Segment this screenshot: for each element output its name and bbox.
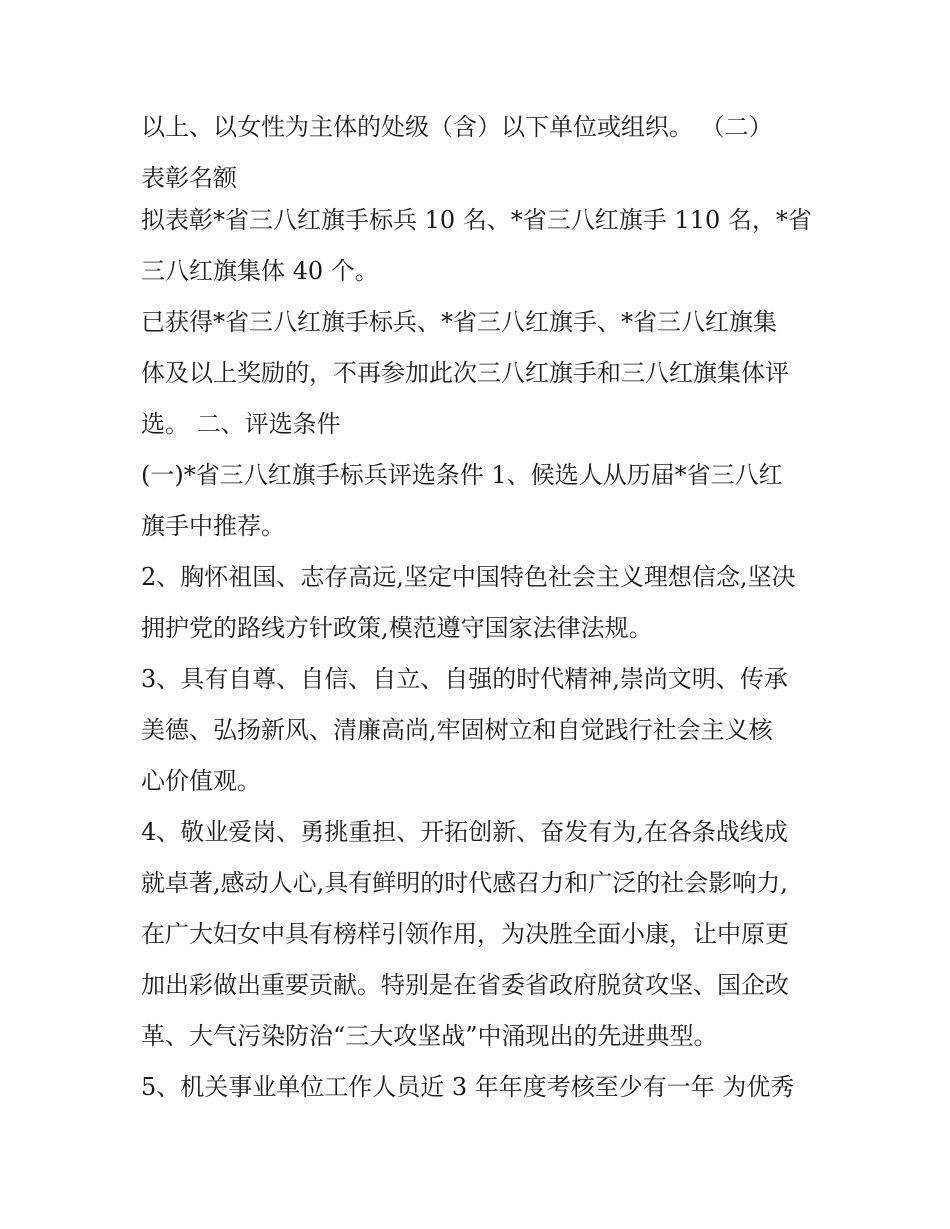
text-line: 在广大妇女中具有榜样引领作用，为决胜全面小康，让中原更 <box>141 920 789 948</box>
text-line: 加出彩做出重要贡献。特别是在省委省政府脱贫攻坚、国企改 <box>141 971 789 999</box>
text-line: 拥护党的路线方针政策,模范遵守国家法律法规。 <box>141 614 653 642</box>
text-line: 旗手中推荐。 <box>141 512 285 540</box>
text-line: 3、具有自尊、自信、自立、自强的时代精神,崇尚文明、传承 <box>141 665 788 693</box>
text-line: (一)*省三八红旗手标兵评选条件 1、候选人从历届*省三八红 <box>141 461 783 489</box>
text-line: 4、敬业爱岗、勇挑重担、开拓创新、奋发有为,在各条战线成 <box>141 818 788 846</box>
text-line: 三八红旗集体 40 个。 <box>141 257 379 285</box>
text-line: 表彰名额 <box>141 164 237 192</box>
text-line: 就卓著,感动人心,具有鲜明的时代感召力和广泛的社会影响力, <box>141 869 788 897</box>
text-line: 2、胸怀祖国、志存高远,坚定中国特色社会主义理想信念,坚决 <box>141 563 796 591</box>
text-line: 5、机关事业单位工作人员近 3 年年度考核至少有一年 为优秀 <box>141 1073 795 1101</box>
text-line: 美德、弘扬新风、清廉高尚,牢固树立和自觉践行社会主义核 <box>141 716 773 744</box>
text-line: 体及以上奖励的，不再参加此次三八红旗手和三八红旗集体评 <box>141 359 789 387</box>
text-line: 革、大气污染防治“三大攻坚战”中涌现出的先进典型。 <box>141 1022 718 1050</box>
text-line: 选。 二、评选条件 <box>141 410 341 438</box>
text-line: 拟表彰*省三八红旗手标兵 10 名、*省三八红旗手 110 名，*省 <box>141 206 812 234</box>
text-line: 心价值观。 <box>141 767 261 795</box>
text-line: 已获得*省三八红旗手标兵、*省三八红旗手、*省三八红旗集 <box>141 308 777 336</box>
text-line: 以上、以女性为主体的处级（含）以下单位或组织。 （二） <box>141 113 773 141</box>
document-body <box>141 102 821 1113</box>
